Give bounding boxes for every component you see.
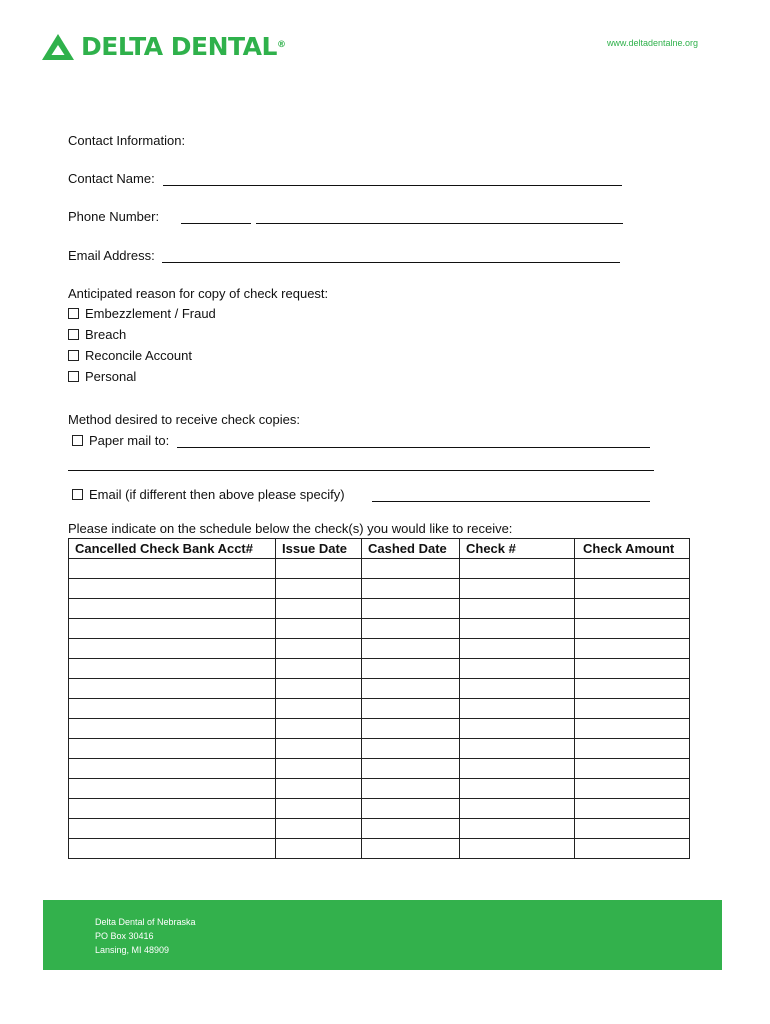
table-cell[interactable] [460, 659, 575, 679]
table-cell[interactable] [276, 799, 362, 819]
table-cell[interactable] [575, 559, 690, 579]
reason-heading: Anticipated reason for copy of check request: [68, 286, 329, 301]
table-cell[interactable] [575, 639, 690, 659]
reason-option[interactable] [68, 306, 216, 322]
table-cell[interactable] [276, 619, 362, 639]
schedule-heading: Please indicate on the schedule below the check(s) you would like to receive: [68, 521, 513, 536]
contact-name-label: Contact Name: [68, 171, 155, 186]
table-cell[interactable] [276, 679, 362, 699]
reason-option[interactable] [68, 348, 192, 364]
table-cell[interactable] [362, 799, 460, 819]
table-row [69, 819, 690, 839]
table-cell[interactable] [575, 699, 690, 719]
table-cell[interactable] [69, 699, 276, 719]
paper-mail-option[interactable] [72, 433, 169, 449]
table-cell[interactable] [69, 579, 276, 599]
column-header-issue-date: Issue Date [276, 539, 362, 559]
checkbox[interactable] [72, 489, 83, 500]
column-header-cashed-date: Cashed Date [362, 539, 460, 559]
column-header-check-amount: Check Amount [575, 539, 690, 559]
table-cell[interactable] [362, 839, 460, 859]
table-cell[interactable] [276, 819, 362, 839]
footer-banner [43, 900, 722, 970]
table-cell[interactable] [575, 779, 690, 799]
table-cell[interactable] [575, 839, 690, 859]
email-option-label: Email (if different then above please specify) [89, 487, 345, 502]
table-cell[interactable] [276, 599, 362, 619]
table-cell[interactable] [69, 739, 276, 759]
table-cell[interactable] [69, 839, 276, 859]
table-row [69, 799, 690, 819]
table-cell[interactable] [276, 779, 362, 799]
footer-address [95, 915, 196, 957]
paper-mail-field-line2[interactable] [68, 470, 654, 471]
table-cell[interactable] [69, 639, 276, 659]
table-row [69, 559, 690, 579]
table-cell[interactable] [69, 679, 276, 699]
table-cell[interactable] [276, 579, 362, 599]
table-cell[interactable] [575, 679, 690, 699]
table-header-row [69, 539, 690, 559]
checkbox[interactable] [68, 308, 79, 319]
table-cell[interactable] [460, 679, 575, 699]
table-cell[interactable] [276, 559, 362, 579]
method-heading: Method desired to receive check copies: [68, 412, 300, 427]
table-row [69, 659, 690, 679]
brand-name: DELTA DENTAL® [81, 32, 286, 61]
checkbox[interactable] [72, 435, 83, 446]
table-cell[interactable] [69, 779, 276, 799]
table-row [69, 739, 690, 759]
table-cell[interactable] [460, 779, 575, 799]
table-cell[interactable] [362, 599, 460, 619]
table-cell[interactable] [69, 799, 276, 819]
reason-option[interactable] [68, 327, 126, 343]
table-cell[interactable] [460, 599, 575, 619]
table-row [69, 719, 690, 739]
table-row [69, 679, 690, 699]
table-cell[interactable] [69, 619, 276, 639]
table-cell[interactable] [276, 759, 362, 779]
website-url[interactable]: www.deltadentalne.org [606, 38, 698, 48]
reason-option[interactable] [68, 369, 136, 385]
footer-line: Lansing, MI 48909 [95, 945, 170, 955]
table-cell[interactable] [276, 839, 362, 859]
table-cell[interactable] [575, 579, 690, 599]
table-cell[interactable] [69, 719, 276, 739]
contact-name-field[interactable] [163, 185, 622, 186]
table-cell[interactable] [460, 699, 575, 719]
column-header-bank-acct: Cancelled Check Bank Acct# [69, 539, 276, 559]
table-cell[interactable] [460, 579, 575, 599]
table-cell[interactable] [362, 659, 460, 679]
table-cell[interactable] [69, 819, 276, 839]
table-cell[interactable] [362, 779, 460, 799]
table-cell[interactable] [276, 639, 362, 659]
table-cell[interactable] [575, 619, 690, 639]
contact-info-heading: Contact Information: [68, 133, 186, 148]
table-row [69, 759, 690, 779]
table-row [69, 779, 690, 799]
table-cell[interactable] [575, 819, 690, 839]
email-label: Email Address: [68, 248, 155, 263]
table-cell[interactable] [575, 739, 690, 759]
phone-label: Phone Number: [68, 209, 160, 224]
table-cell[interactable] [460, 819, 575, 839]
table-cell[interactable] [460, 839, 575, 859]
email-option[interactable] [72, 487, 345, 503]
table-row [69, 599, 690, 619]
checkbox[interactable] [68, 350, 79, 361]
brand-logo [42, 32, 285, 62]
email-field[interactable] [162, 262, 620, 263]
table-cell[interactable] [575, 799, 690, 819]
table-cell[interactable] [69, 759, 276, 779]
table-row [69, 839, 690, 859]
phone-number-field[interactable] [256, 223, 623, 224]
reason-label: Breach [85, 327, 127, 342]
table-cell[interactable] [460, 759, 575, 779]
table-cell[interactable] [460, 719, 575, 739]
table-cell[interactable] [362, 579, 460, 599]
table-cell[interactable] [460, 559, 575, 579]
table-cell[interactable] [362, 679, 460, 699]
table-cell[interactable] [362, 559, 460, 579]
checkbox[interactable] [68, 329, 79, 340]
table-cell[interactable] [460, 799, 575, 819]
table-cell[interactable] [276, 699, 362, 719]
table-cell[interactable] [362, 739, 460, 759]
footer-line: Delta Dental of Nebraska [95, 917, 196, 927]
table-cell[interactable] [575, 599, 690, 619]
table-row [69, 639, 690, 659]
table-cell[interactable] [362, 619, 460, 639]
table-cell[interactable] [276, 739, 362, 759]
table-cell[interactable] [575, 759, 690, 779]
table-row [69, 619, 690, 639]
table-cell[interactable] [362, 759, 460, 779]
check-schedule-table [68, 538, 690, 859]
table-cell[interactable] [362, 719, 460, 739]
table-cell[interactable] [575, 719, 690, 739]
delta-triangle-icon [42, 34, 74, 60]
table-cell[interactable] [460, 739, 575, 759]
table-row [69, 699, 690, 719]
table-cell[interactable] [69, 559, 276, 579]
table-cell[interactable] [362, 639, 460, 659]
table-cell[interactable] [69, 599, 276, 619]
column-header-check-number: Check # [460, 539, 575, 559]
paper-mail-label: Paper mail to: [89, 433, 170, 448]
table-cell[interactable] [460, 639, 575, 659]
table-row [69, 579, 690, 599]
table-cell[interactable] [362, 699, 460, 719]
email-option-field[interactable] [372, 501, 650, 502]
reason-label: Personal [85, 369, 137, 384]
reason-label: Reconcile Account [85, 348, 192, 363]
paper-mail-field[interactable] [177, 447, 650, 448]
table-cell[interactable] [362, 819, 460, 839]
table-cell[interactable] [575, 659, 690, 679]
table-cell[interactable] [69, 659, 276, 679]
reason-label: Embezzlement / Fraud [85, 306, 216, 321]
phone-area-field[interactable] [181, 223, 251, 224]
footer-line: PO Box 30416 [95, 931, 154, 941]
table-cell[interactable] [460, 619, 575, 639]
checkbox[interactable] [68, 371, 79, 382]
table-cell[interactable] [276, 659, 362, 679]
table-cell[interactable] [276, 719, 362, 739]
